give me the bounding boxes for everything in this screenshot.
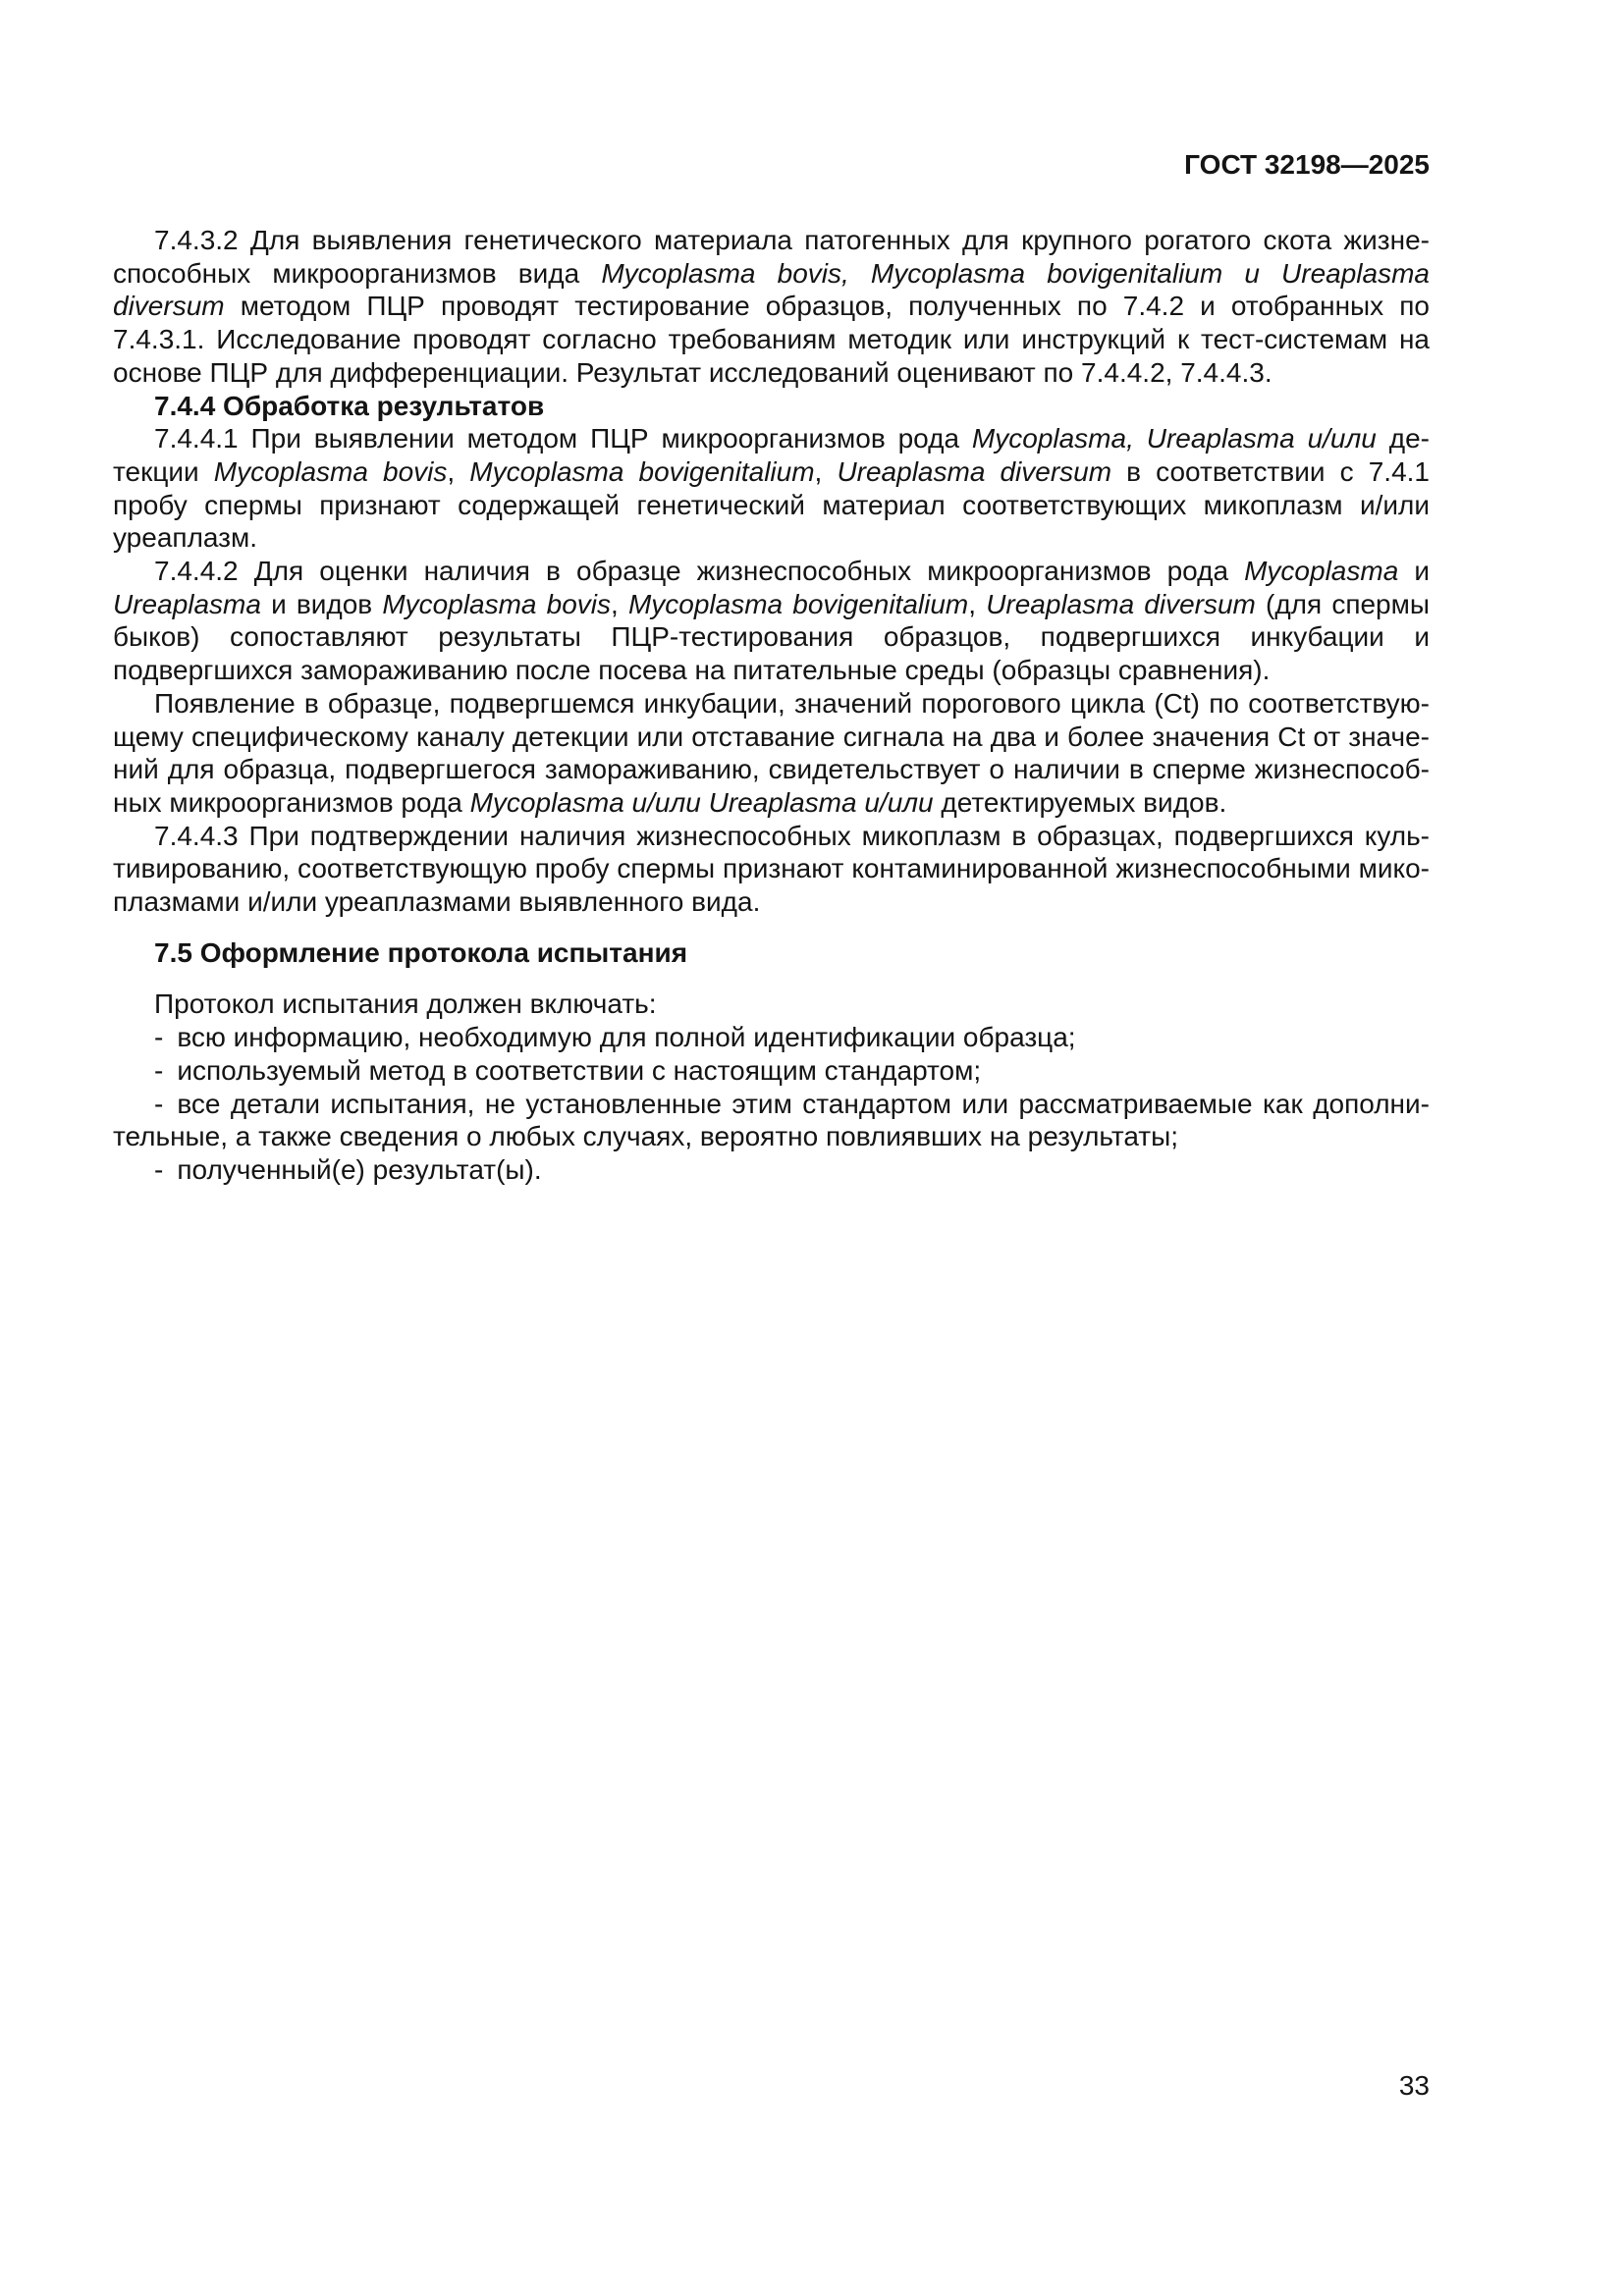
paragraph-7-4-4-1	[113, 422, 1430, 555]
text-run: (для спермы быков) сопоставляют результаты ПЦР-тестирования образцов, подвергшихся инкубации и подвергшихся замораживанию после посева на питательные среды (образцы сравнения).	[113, 588, 1431, 686]
paragraph-ct-appearance	[113, 687, 1430, 820]
text-run: Mycoplasma bovis, Mycoplasma bovigenitalium и Ureaplasma diversum	[113, 257, 1430, 322]
text-run: в соответствии с 7.4.1 пробу спермы признают содержащей генетический материал соответствующих микоплазм и/или уреаплазм.	[113, 455, 1430, 554]
heading-7-4-4	[113, 390, 1430, 423]
page-number: 33	[1398, 2070, 1430, 2101]
text-run: 7.4.4.3 При подтверждении наличия жизнеспособных микоплазм в образцах, подвергшихся культивированию, соответствующую пробу спермы признают контаминированной жизнеспособными микоплазмами и/или уреаплазмами выявленного вида.	[113, 820, 1430, 918]
text-run: 7.4.4.2 Для оценки наличия в образце жизнеспособных микроорганизмов рода	[154, 556, 1245, 587]
text-run: - полученный(е) результат(ы).	[154, 1153, 542, 1185]
text-run: ,	[814, 455, 838, 487]
text-run: и видов	[260, 588, 383, 619]
text-run: Mycoplasma bovigenitalium	[627, 588, 969, 619]
list-item-results	[113, 1153, 1430, 1187]
text-run: - используемый метод в соответствии с настоящим стандартом;	[154, 1054, 982, 1086]
text-run: детекции	[113, 423, 1430, 487]
list-item-method	[113, 1054, 1430, 1088]
list-item-details	[113, 1088, 1430, 1153]
list-item-identification	[113, 1021, 1430, 1054]
text-run: Mycoplasma bovis	[213, 455, 448, 487]
text-run: Mycoplasma, Ureaplasma и/или	[971, 423, 1377, 454]
text-run: 7.4.3.2 Для выявления генетического материала патогенных для крупного рогатого скота жизнеспособных микроорганизмов вида	[113, 225, 1430, 289]
document-body	[113, 224, 1430, 1187]
paragraph-7-4-4-2	[113, 555, 1430, 687]
paragraph-7-4-3-2	[113, 224, 1430, 390]
page-header-standard-number: ГОСТ 32198—2025	[1184, 149, 1430, 180]
text-run: Ureaplasma diversum	[986, 588, 1256, 619]
text-run: Mycoplasma bovis	[382, 588, 612, 619]
text-run: Ureaplasma	[113, 588, 261, 619]
text-run: ,	[611, 588, 628, 619]
text-run: Протокол испытания должен включать:	[154, 988, 657, 1020]
paragraph-7-4-4-3	[113, 820, 1430, 919]
text-run: Ureaplasma diversum	[837, 455, 1112, 487]
heading-7-5	[113, 936, 1430, 970]
text-run: Появление в образце, подвергшемся инкубации, значений порогового цикла (Ct) по соответствующему специфическому каналу детекции или отставание сигнала на два и более значения Ct от значений для образца, подвергшегося замораживанию, свидетельствует о наличии в сперме жизнеспособных микроорганизмов рода	[113, 687, 1430, 818]
text-run: и	[1398, 556, 1431, 587]
text-run: детектируемых видов.	[933, 786, 1227, 818]
text-run: 7.5 Оформление протокола испытания	[154, 936, 688, 968]
text-run: методом ПЦР проводят тестирование образцов, полученных по 7.4.2 и отобранных по 7.4.3.1. Исследование проводят согласно требованиям методик или инструкций к тест-системам на основе ПЦР для дифференциации. Результат исследований оценивают по 7.4.4.2, 7.4.4.3.	[113, 291, 1430, 388]
paragraph-protocol-intro	[113, 988, 1430, 1021]
text-run: ,	[447, 455, 470, 487]
text-run: - все детали испытания, не установленные этим стандартом или рассматриваемые как дополнительные, а также сведения о любых случаях, вероятно повлиявших на результаты;	[113, 1088, 1430, 1152]
text-run: 7.4.4 Обработка результатов	[154, 390, 545, 421]
text-run: Mycoplasma и/или Ureaplasma и/или	[469, 786, 934, 818]
text-run: ,	[968, 588, 987, 619]
text-run: Mycoplasma	[1244, 556, 1399, 587]
text-run: - всю информацию, необходимую для полной идентификации образца;	[154, 1022, 1076, 1053]
text-run: 7.4.4.1 При выявлении методом ПЦР микроорганизмов рода	[154, 423, 972, 454]
text-run: Mycoplasma bovigenitalium	[469, 455, 815, 487]
